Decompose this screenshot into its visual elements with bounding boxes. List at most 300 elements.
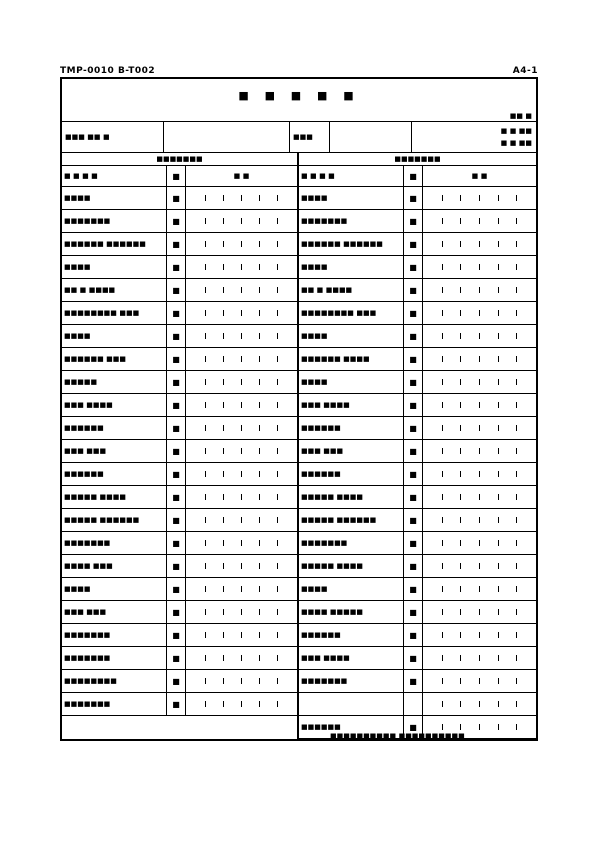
table-row [299, 532, 536, 555]
digit-separator-tick [223, 448, 224, 454]
row-item-mark: ■ [404, 670, 423, 693]
column-header-mark: ■ [404, 166, 423, 187]
digit-separator-tick [498, 448, 499, 454]
table-row [299, 233, 536, 256]
row-item-mark: ■ [404, 256, 423, 279]
digit-separator-tick [442, 724, 443, 730]
digit-separator-tick [479, 287, 480, 293]
left-table [62, 166, 297, 716]
digit-separator-tick [498, 517, 499, 523]
digit-separator-tick [442, 264, 443, 270]
digit-separator-tick [516, 287, 517, 293]
row-entry-boxes[interactable] [423, 279, 537, 302]
digit-separator-tick [205, 195, 206, 201]
row-item-name: ■■■■ ■■■ [62, 555, 167, 578]
digit-separator-tick [205, 241, 206, 247]
digit-separator-tick [277, 701, 278, 707]
digit-separator-tick [460, 678, 461, 684]
row-item-mark: ■ [404, 210, 423, 233]
row-item-mark: ■ [404, 348, 423, 371]
digit-separator-tick [259, 678, 260, 684]
digit-separator-tick [516, 517, 517, 523]
digit-separator-tick [460, 724, 461, 730]
digit-separator-tick [516, 264, 517, 270]
row-entry-boxes[interactable] [186, 647, 298, 670]
row-entry-boxes[interactable] [423, 532, 537, 555]
digit-separator-tick [516, 448, 517, 454]
digit-separator-tick [259, 287, 260, 293]
row-entry-boxes[interactable] [186, 279, 298, 302]
left-table-title: ■■■■■■■ [62, 153, 297, 166]
table-row [62, 417, 297, 440]
digit-separator-tick [241, 241, 242, 247]
row-entry-boxes[interactable] [423, 670, 537, 693]
digit-separator-tick [516, 402, 517, 408]
row-entry-boxes[interactable] [186, 509, 298, 532]
digit-separator-tick [442, 448, 443, 454]
digit-separator-tick [442, 471, 443, 477]
digit-separator-tick [516, 609, 517, 615]
digit-separator-tick [205, 655, 206, 661]
row-entry-boxes[interactable] [423, 578, 537, 601]
address-value-field[interactable] [330, 122, 412, 152]
digit-separator-tick [277, 425, 278, 431]
row-item-mark: ■ [404, 371, 423, 394]
digit-separator-tick [277, 264, 278, 270]
digit-separator-tick [442, 333, 443, 339]
digit-separator-tick [259, 586, 260, 592]
digit-separator-tick [516, 379, 517, 385]
digit-separator-tick [442, 609, 443, 615]
row-entry-boxes[interactable] [423, 647, 537, 670]
digit-separator-tick [460, 448, 461, 454]
row-item-mark: ■ [404, 601, 423, 624]
digit-separator-tick [223, 310, 224, 316]
table-row [62, 670, 297, 693]
digit-separator-tick [223, 356, 224, 362]
digit-separator-tick [259, 609, 260, 615]
table-row [62, 302, 297, 325]
row-entry-boxes[interactable] [423, 187, 537, 210]
digit-separator-tick [223, 632, 224, 638]
digit-separator-tick [259, 632, 260, 638]
row-item-mark: ■ [167, 624, 186, 647]
digit-separator-tick [223, 402, 224, 408]
digit-separator-tick [205, 471, 206, 477]
digit-separator-tick [498, 379, 499, 385]
row-item-mark: ■ [167, 693, 186, 716]
table-row [62, 371, 297, 394]
table-row [299, 693, 536, 716]
digit-separator-tick [479, 264, 480, 270]
row-item-mark: ■ [404, 302, 423, 325]
table-row [62, 601, 297, 624]
digit-separator-tick [241, 333, 242, 339]
row-entry-boxes[interactable] [423, 440, 537, 463]
digit-separator-tick [277, 333, 278, 339]
right-table [299, 166, 536, 739]
digit-separator-tick [277, 448, 278, 454]
digit-separator-tick [241, 425, 242, 431]
date-line-2: ■ ■ ■■ [500, 139, 532, 147]
row-entry-boxes[interactable] [423, 210, 537, 233]
digit-separator-tick [241, 609, 242, 615]
row-item-name: ■■■■■■ ■■■■ [299, 348, 404, 371]
digit-separator-tick [205, 218, 206, 224]
row-item-name: ■■■■ [299, 187, 404, 210]
row-item-name: ■■■■■■■ [299, 210, 404, 233]
row-item-name: ■■■■■■■ [62, 693, 167, 716]
digit-separator-tick [205, 517, 206, 523]
row-item-mark: ■ [404, 716, 423, 739]
digit-separator-tick [205, 448, 206, 454]
digit-separator-tick [516, 632, 517, 638]
row-item-mark: ■ [167, 187, 186, 210]
row-item-mark: ■ [404, 578, 423, 601]
digit-separator-tick [277, 218, 278, 224]
row-item-mark: ■ [404, 555, 423, 578]
row-entry-boxes[interactable] [186, 578, 298, 601]
table-row [62, 279, 297, 302]
header-row [62, 121, 536, 153]
row-entry-boxes[interactable] [186, 210, 298, 233]
row-item-mark: ■ [167, 325, 186, 348]
row-entry-boxes[interactable] [423, 302, 537, 325]
row-item-name: ■■■■■ ■■■■ [299, 555, 404, 578]
row-entry-boxes[interactable] [186, 371, 298, 394]
digit-separator-tick [442, 563, 443, 569]
row-entry-boxes[interactable] [186, 325, 298, 348]
digit-separator-tick [442, 494, 443, 500]
row-item-mark: ■ [167, 233, 186, 256]
digit-separator-tick [516, 586, 517, 592]
row-item-name: ■■■■■■■■ ■■■ [299, 302, 404, 325]
digit-separator-tick [277, 402, 278, 408]
table-row [62, 486, 297, 509]
digit-separator-tick [460, 563, 461, 569]
digit-separator-tick [516, 356, 517, 362]
table-row [299, 624, 536, 647]
digit-separator-tick [223, 333, 224, 339]
row-entry-boxes[interactable] [423, 509, 537, 532]
table-row [62, 256, 297, 279]
row-item-name: ■■■■■■ [299, 463, 404, 486]
row-item-name: ■■■■■■■ [62, 624, 167, 647]
row-item-name: ■■■ ■■■■ [299, 394, 404, 417]
row-entry-boxes[interactable] [186, 693, 298, 716]
row-entry-boxes[interactable] [186, 555, 298, 578]
digit-separator-tick [241, 402, 242, 408]
digit-separator-tick [442, 402, 443, 408]
row-item-mark: ■ [167, 394, 186, 417]
digit-separator-tick [479, 494, 480, 500]
digit-separator-tick [277, 586, 278, 592]
digit-separator-tick [442, 379, 443, 385]
row-item-mark: ■ [167, 509, 186, 532]
digit-separator-tick [241, 678, 242, 684]
digit-separator-tick [259, 241, 260, 247]
digit-separator-tick [479, 218, 480, 224]
row-item-mark: ■ [167, 348, 186, 371]
digit-separator-tick [498, 218, 499, 224]
row-entry-boxes[interactable] [423, 371, 537, 394]
row-entry-boxes[interactable] [186, 532, 298, 555]
row-item-mark [404, 693, 423, 716]
digit-separator-tick [277, 540, 278, 546]
digit-separator-tick [277, 287, 278, 293]
row-item-name: ■■■■ [299, 371, 404, 394]
digit-separator-tick [442, 540, 443, 546]
digit-separator-tick [223, 678, 224, 684]
digit-separator-tick [498, 310, 499, 316]
table-row [299, 187, 536, 210]
digit-separator-tick [516, 471, 517, 477]
digit-separator-tick [277, 632, 278, 638]
row-entry-boxes[interactable] [186, 187, 298, 210]
row-entry-boxes[interactable] [186, 394, 298, 417]
digit-separator-tick [205, 586, 206, 592]
row-item-mark: ■ [404, 417, 423, 440]
table-row [62, 325, 297, 348]
table-row [299, 555, 536, 578]
digit-separator-tick [516, 333, 517, 339]
row-item-name: ■■■■ [299, 578, 404, 601]
digit-separator-tick [460, 609, 461, 615]
digit-separator-tick [241, 540, 242, 546]
row-entry-boxes[interactable] [423, 555, 537, 578]
digit-separator-tick [460, 540, 461, 546]
digit-separator-tick [460, 471, 461, 477]
row-item-mark: ■ [404, 394, 423, 417]
footer-note: ■■■■■■■■■■ ■■■■■■■■■■ [330, 732, 465, 740]
digit-separator-tick [241, 448, 242, 454]
column-header-name: ■ ■ ■ ■ [299, 166, 404, 187]
digit-separator-tick [442, 241, 443, 247]
digit-separator-tick [479, 241, 480, 247]
row-entry-boxes[interactable] [186, 233, 298, 256]
table-row [62, 555, 297, 578]
digit-separator-tick [277, 310, 278, 316]
digit-separator-tick [479, 540, 480, 546]
table-row [299, 486, 536, 509]
digit-separator-tick [460, 356, 461, 362]
row-item-name: ■■■■■■ [62, 463, 167, 486]
row-item-mark: ■ [167, 440, 186, 463]
digit-separator-tick [498, 701, 499, 707]
digit-separator-tick [241, 218, 242, 224]
digit-separator-tick [277, 379, 278, 385]
digit-separator-tick [205, 425, 206, 431]
digit-separator-tick [277, 241, 278, 247]
digit-separator-tick [498, 356, 499, 362]
row-item-name: ■■■■■■ ■■■ [62, 348, 167, 371]
digit-separator-tick [498, 609, 499, 615]
digit-separator-tick [223, 655, 224, 661]
row-entry-boxes[interactable] [186, 463, 298, 486]
digit-separator-tick [223, 241, 224, 247]
digit-separator-tick [498, 678, 499, 684]
table-row [62, 187, 297, 210]
table-row [62, 624, 297, 647]
digit-separator-tick [205, 333, 206, 339]
digit-separator-tick [460, 218, 461, 224]
table-row [62, 394, 297, 417]
row-entry-boxes[interactable] [186, 601, 298, 624]
unit-label: ■■ ■ [509, 112, 532, 120]
digit-separator-tick [277, 563, 278, 569]
row-entry-boxes[interactable] [186, 670, 298, 693]
table-row [62, 440, 297, 463]
row-item-mark: ■ [404, 233, 423, 256]
digit-separator-tick [498, 195, 499, 201]
digit-separator-tick [205, 632, 206, 638]
row-entry-boxes[interactable] [423, 486, 537, 509]
row-entry-boxes[interactable] [423, 417, 537, 440]
digit-separator-tick [259, 448, 260, 454]
row-entry-boxes[interactable] [186, 417, 298, 440]
table-row [62, 693, 297, 716]
digit-separator-tick [460, 586, 461, 592]
row-entry-boxes[interactable] [423, 233, 537, 256]
row-entry-boxes[interactable] [186, 624, 298, 647]
digit-separator-tick [442, 195, 443, 201]
table-row [299, 670, 536, 693]
row-item-name: ■■ ■ ■■■■ [62, 279, 167, 302]
digit-separator-tick [479, 655, 480, 661]
digit-separator-tick [442, 356, 443, 362]
digit-separator-tick [205, 540, 206, 546]
digit-separator-tick [516, 494, 517, 500]
digit-separator-tick [460, 379, 461, 385]
row-entry-boxes[interactable] [186, 440, 298, 463]
row-entry-boxes[interactable] [423, 624, 537, 647]
row-item-mark: ■ [404, 532, 423, 555]
digit-separator-tick [460, 494, 461, 500]
row-item-name: ■■■■■ ■■■■ [62, 486, 167, 509]
digit-separator-tick [259, 402, 260, 408]
header-label: ■■■ ■■ ■ [62, 122, 164, 152]
row-entry-boxes[interactable] [186, 256, 298, 279]
row-item-mark: ■ [167, 578, 186, 601]
digit-separator-tick [498, 632, 499, 638]
address-label: ■■■ [290, 122, 330, 152]
digit-separator-tick [442, 586, 443, 592]
row-item-name: ■■■■■■ ■■■■■■ [299, 233, 404, 256]
digit-separator-tick [277, 678, 278, 684]
header-value-field[interactable] [164, 122, 290, 152]
digit-separator-tick [442, 310, 443, 316]
table-row [62, 578, 297, 601]
row-entry-boxes[interactable] [423, 348, 537, 371]
row-entry-boxes[interactable] [423, 325, 537, 348]
digit-separator-tick [442, 425, 443, 431]
column-header-name: ■ ■ ■ ■ [62, 166, 167, 187]
table-row [299, 348, 536, 371]
column-header-mark: ■ [167, 166, 186, 187]
digit-separator-tick [223, 701, 224, 707]
row-entry-boxes[interactable] [423, 693, 537, 716]
digit-separator-tick [479, 517, 480, 523]
row-item-mark: ■ [167, 417, 186, 440]
row-entry-boxes[interactable] [423, 601, 537, 624]
digit-separator-tick [460, 632, 461, 638]
row-item-name: ■■■■■■■■ [62, 670, 167, 693]
table-row [299, 279, 536, 302]
digit-separator-tick [516, 701, 517, 707]
digit-separator-tick [205, 609, 206, 615]
digit-separator-tick [460, 241, 461, 247]
row-entry-boxes[interactable] [423, 394, 537, 417]
digit-separator-tick [460, 701, 461, 707]
date-cell [412, 122, 536, 152]
row-item-mark: ■ [404, 187, 423, 210]
digit-separator-tick [223, 218, 224, 224]
digit-separator-tick [205, 264, 206, 270]
digit-separator-tick [241, 701, 242, 707]
digit-separator-tick [223, 494, 224, 500]
digit-separator-tick [460, 402, 461, 408]
digit-separator-tick [241, 632, 242, 638]
right-table-section [299, 153, 536, 739]
table-row [299, 601, 536, 624]
row-item-mark: ■ [167, 601, 186, 624]
row-item-mark: ■ [404, 325, 423, 348]
digit-separator-tick [205, 356, 206, 362]
table-row [299, 578, 536, 601]
digit-separator-tick [479, 724, 480, 730]
digit-separator-tick [498, 333, 499, 339]
digit-separator-tick [277, 655, 278, 661]
row-item-mark: ■ [404, 463, 423, 486]
digit-separator-tick [241, 517, 242, 523]
right-table-title: ■■■■■■■ [299, 153, 536, 166]
table-row [299, 463, 536, 486]
digit-separator-tick [479, 609, 480, 615]
digit-separator-tick [460, 195, 461, 201]
table-row [299, 371, 536, 394]
digit-separator-tick [259, 218, 260, 224]
digit-separator-tick [223, 586, 224, 592]
digit-separator-tick [241, 287, 242, 293]
digit-separator-tick [516, 310, 517, 316]
digit-separator-tick [205, 379, 206, 385]
digit-separator-tick [479, 356, 480, 362]
digit-separator-tick [498, 563, 499, 569]
row-item-name: ■■■■■■ [299, 716, 404, 739]
digit-separator-tick [259, 494, 260, 500]
digit-separator-tick [479, 425, 480, 431]
table-row [299, 417, 536, 440]
row-item-name: ■■■■■■ [62, 417, 167, 440]
row-item-name: ■■■ ■■■■ [62, 394, 167, 417]
right-table-header [299, 166, 536, 187]
table-row [62, 233, 297, 256]
row-entry-boxes[interactable] [186, 302, 298, 325]
row-entry-boxes[interactable] [423, 256, 537, 279]
row-entry-boxes[interactable] [186, 348, 298, 371]
digit-separator-tick [516, 724, 517, 730]
digit-separator-tick [205, 701, 206, 707]
digit-separator-tick [259, 517, 260, 523]
table-row [299, 394, 536, 417]
digit-separator-tick [223, 264, 224, 270]
row-entry-boxes[interactable] [186, 486, 298, 509]
digit-separator-tick [241, 356, 242, 362]
left-table-section [62, 153, 299, 739]
row-entry-boxes[interactable] [423, 463, 537, 486]
table-row [299, 302, 536, 325]
table-row [62, 348, 297, 371]
